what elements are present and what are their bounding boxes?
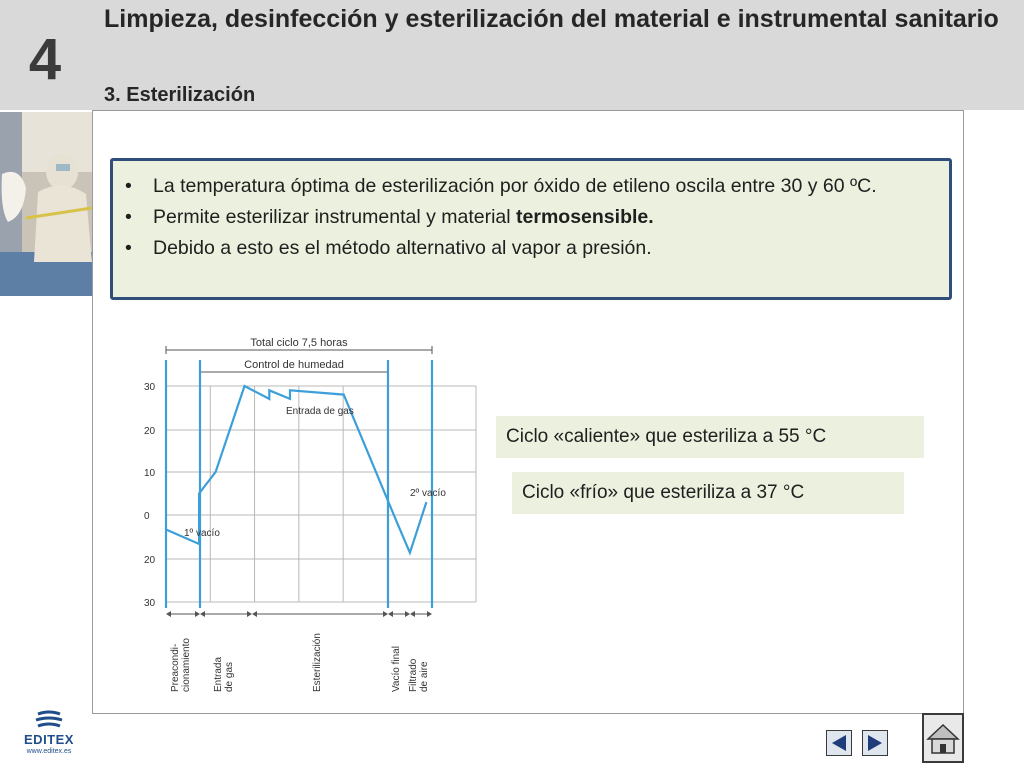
phase-label [408,658,430,692]
chapter-number: 4 [28,27,62,92]
first-vacuum-label: 1º vacío [184,528,220,539]
y-tick-label: 0 [144,511,150,522]
y-tick-label: 20 [144,426,156,437]
phase-labels [170,633,430,692]
phase-arrow-head [200,611,205,617]
y-tick-label: 20 [144,555,156,566]
phase-label-line: de aire [419,661,430,692]
bullet-text: Permite esterilizar instrumental y material [153,206,517,228]
triangle-right-icon [863,731,887,755]
phase-label-line: Preacondi- [170,643,181,692]
phase-label-line: de gas [224,661,235,692]
phase-arrow-head [195,611,200,617]
previous-slide-button[interactable] [826,730,852,756]
y-tick-labels [144,382,156,609]
phase-label [312,633,323,692]
phase-arrow-head [427,611,432,617]
phase-arrow-head [252,611,257,617]
phase-label-line: Esterilización [312,633,323,692]
header-photo [0,112,92,296]
phase-label [391,646,402,692]
editex-logo-icon [14,710,84,732]
gas-entry-label: Entrada de gas [286,406,354,417]
bullet-box [110,158,952,300]
logo-url: www.editex.es [26,748,72,755]
section-subtitle: 3. Esterilización [104,84,256,106]
next-slide-button[interactable] [862,730,888,756]
slide-title: Limpieza, desinfección y esterilización del material e instrumental sanitario [104,5,999,33]
home-button[interactable] [922,713,964,763]
total-cycle-label: Total ciclo 7,5 horas [250,337,348,349]
phase-arrow-head [405,611,410,617]
second-vacuum-label: 2º vacío [410,488,446,499]
y-tick-label: 10 [144,468,156,479]
phase-label-line: cionamiento [181,638,192,692]
bullet-item [153,202,937,233]
humidity-label: Control de humedad [244,359,344,371]
bullet-item: • La temperatura óptima de esterilización por óxido de etileno oscila entre 30 y 60 ºC. [153,171,937,202]
phase-arrows [166,611,432,617]
editex-logo [14,710,84,760]
phase-label-line: Vacío final [391,646,402,692]
phase-arrow-head [166,611,171,617]
cycle-brackets [166,337,432,376]
phase-label [213,657,235,692]
logo-text: EDITEX [24,732,74,747]
phase-arrow-head [247,611,252,617]
bullet-bold-text: termosensible. [516,206,654,228]
bullet-item: • Debido a esto es el método alternativo al vapor a presión. [153,233,937,264]
cold-cycle-note: Ciclo «frío» que esteriliza a 37 °C [512,472,904,514]
y-tick-label: 30 [144,598,156,609]
phase-label-line: Filtrado [408,658,419,692]
y-tick-label: 30 [144,382,156,393]
phase-arrow-head [388,611,393,617]
phase-label [170,638,192,692]
hot-cycle-note: Ciclo «caliente» que esteriliza a 55 °C [496,416,924,458]
triangle-left-icon [827,731,851,755]
phase-arrow-head [383,611,388,617]
sterilization-cycle-chart [140,330,490,695]
phase-arrow-head [410,611,415,617]
phase-label-line: Entrada [213,656,224,692]
house-icon [924,715,962,761]
